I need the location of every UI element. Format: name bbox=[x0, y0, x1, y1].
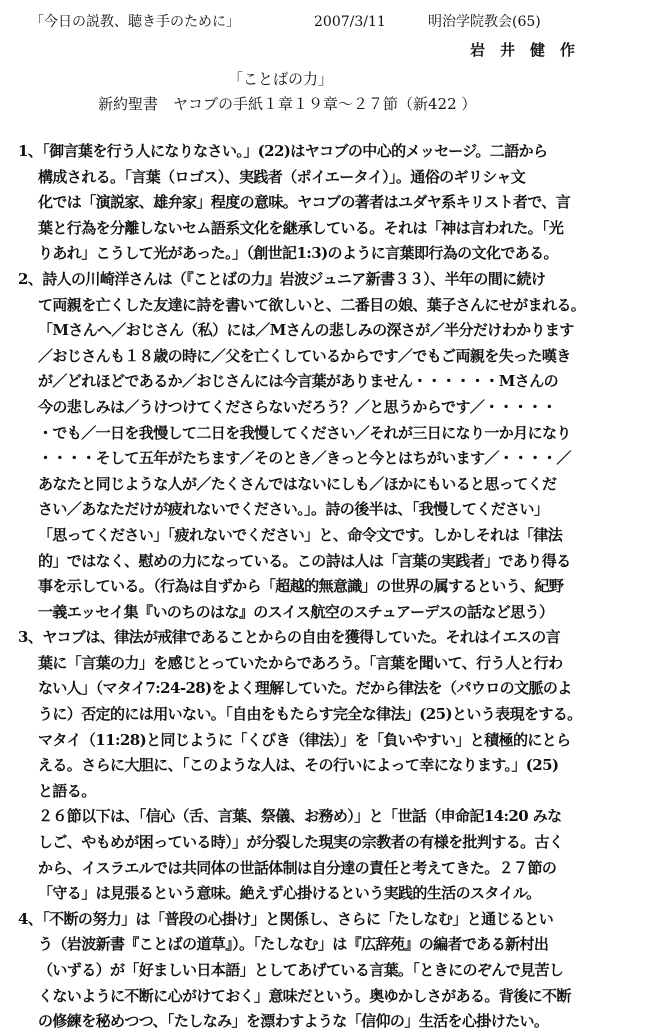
body-line: ない人」（マタイ7:24-28)をよく理解していた。だから律法を（パウロの文脈のよ bbox=[38, 679, 572, 698]
author-name: 岩 井 健 作 bbox=[470, 41, 576, 59]
body-line: から、イスラエルでは共同体の世話体制は自分達の責任と考えてきた。２７節の bbox=[38, 858, 557, 877]
body-line: 「思ってください」「疲れないでください」と、命令文です。しかしそれは「律法 bbox=[38, 525, 563, 544]
scripture-reference: 新約聖書 ヤコブの手紙１章１９章～２７節（新422 ） bbox=[98, 95, 477, 113]
body-line: りあれ」こうして光があった。」（創世記1:3)のように言葉即行為の文化である。 bbox=[38, 244, 558, 263]
body-line: の修練を秘めつつ、「たしなみ」を漂わすような「信仰の」生活を心掛けたい。 bbox=[38, 1012, 549, 1031]
body-line: う（岩波新書『ことばの道草』）。「たしなむ」は『広辞苑』の編者である新村出 bbox=[38, 935, 549, 954]
sermon-title: 「ことばの力」 bbox=[228, 70, 334, 88]
sermon-date: 2007/3/11 bbox=[314, 14, 386, 30]
body-line: が／どれほどであるか／おじさんには今言葉がありません・・・・・・Mさんの bbox=[38, 372, 559, 391]
church-name: 明治学院教会(65) bbox=[428, 14, 541, 30]
body-line: 構成される。「言葉（ロゴス）、実践者（ポイエータイ）」。通俗のギリシャ文 bbox=[38, 167, 526, 186]
body-line: 葉に「言葉の力」を感じとっていたからであろう。「言葉を聞いて、行う人と行わ bbox=[38, 653, 563, 672]
body-line: て両親を亡くした友達に詩を書いて欲しいと、二番目の娘、葉子さんにせがまれる。 bbox=[38, 295, 586, 314]
body-line: 葉と行為を分離しないセム語系文化を継承している。それは「神は言われた。「光 bbox=[38, 218, 564, 237]
body-line: しご、やもめが困っている時）」が分裂した現実の宗教者の有様を批判する。古く bbox=[38, 833, 564, 852]
body-line: 4、「不断の努力」は「普段の心掛け」と関係し、さらに「たしなむ」と通じるとい bbox=[18, 909, 554, 928]
body-line: あなたと同じような人が／たくさんではないにしも／ほかにもいると思ってくだ bbox=[38, 474, 557, 493]
body-line: くないように不断に心がけておく」意味だという。奥ゆかしさがある。背後に不断 bbox=[38, 986, 571, 1005]
series-title: 「今日の説教、聴き手のために」 bbox=[30, 14, 240, 30]
body-line: 今の悲しみは／うけつけてくださらないだろう？／と思うからです／・・・・・ bbox=[38, 397, 557, 416]
body-line: マタイ（11:28)と同じように「くびき（律法）」を「負いやすい」と積極的にとら bbox=[38, 730, 571, 749]
body-line: （いずる）が「好ましい日本語」としてあげている言葉。「ときにのぞんで見苦し bbox=[38, 961, 564, 979]
body-line: える。さらに大胆に、「このような人は、その行いによって幸になります。」(25) bbox=[38, 756, 559, 775]
body-line: ・でも／一日を我慢して二日を我慢してください／それが三日になり一か月になり bbox=[38, 423, 571, 442]
body-line: 「Mさんへ／おじさん（私）には／Mさんの悲しみの深さが／半分だけわかります bbox=[38, 321, 574, 340]
body-line: 化では「演説家、雄弁家」程度の意味。ヤコブの著者はユダヤ系キリスト者で、言 bbox=[38, 193, 571, 212]
body-line: ／おじさんも１８歳の時に／父を亡くしているからです／でもご両親を失った嘆き bbox=[38, 346, 571, 365]
body-line: さい／あなただけが疲れないでください。」。詩の後半は、「我慢してください」 bbox=[38, 500, 549, 519]
body-line: 3、ヤコブは、律法が戒律であることからの自由を獲得していた。それはイエスの言 bbox=[18, 628, 561, 647]
body-line: 2、詩人の川崎洋さんは（『ことばの力』岩波ジュニア新書３３）、半年の間に続け bbox=[18, 269, 546, 288]
body-line: うに）否定的には用いない。「自由をもたらす完全な律法」(25)という表現をする。 bbox=[38, 705, 582, 724]
body-line: 1、「御言葉を行う人になりなさい。」(22)はヤコブの中心的メッセージ。二語から bbox=[18, 142, 548, 160]
body-line: と語る。 bbox=[38, 781, 96, 800]
body-line: ・・・・そして五年がたちます／そのとき／きっと今とはちがいます／・・・・／ bbox=[38, 449, 571, 468]
body-line: 「守る」は見張るという意味。絶えず心掛けるという実践的生活のスタイル。 bbox=[38, 884, 541, 903]
body-line: 的」ではなく、慰めの力になっている。この詩は人は「言葉の実践者」であり得る bbox=[38, 551, 571, 570]
body-line: ２６節以下は、「信心（舌、言葉、祭儀、お務め）」と「世話（申命記14:20 みな bbox=[38, 807, 562, 826]
sermon-body bbox=[18, 139, 638, 1035]
body-line: 一義エッセイ集『いのちのはな』のスイス航空のスチュアーデスの話など思う） bbox=[38, 602, 554, 621]
body-line: 事を示している。（行為は自ずから「超越的無意識」の世界の属するという、紀野 bbox=[38, 577, 564, 596]
